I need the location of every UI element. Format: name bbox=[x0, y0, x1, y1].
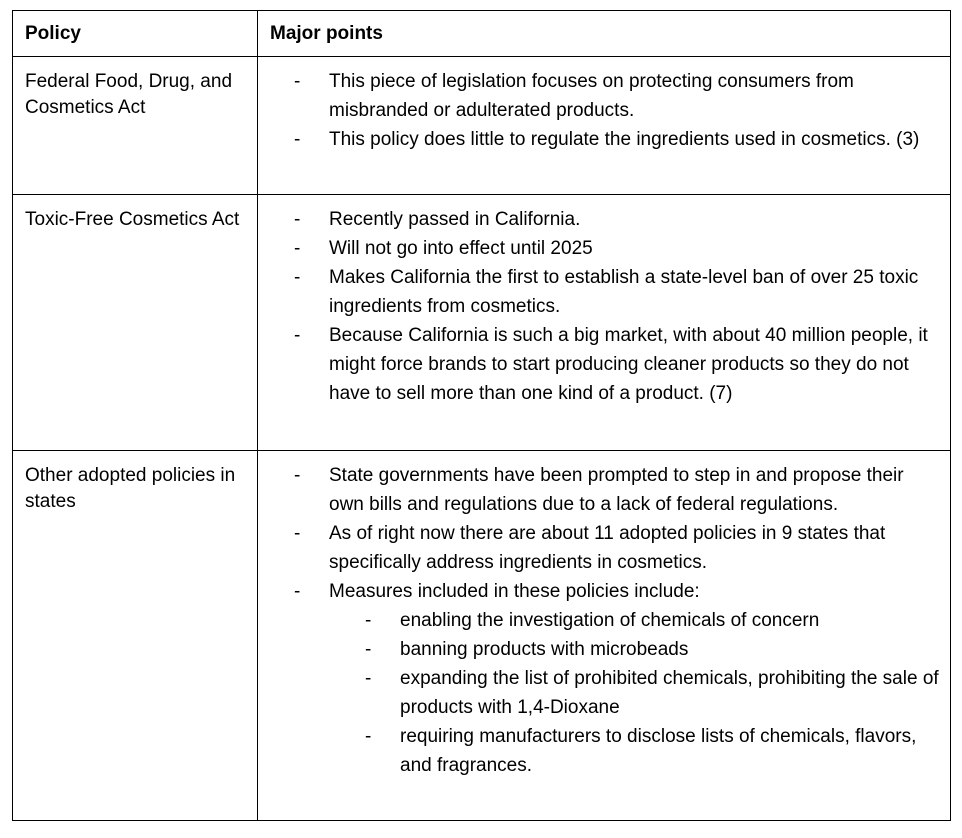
table-row bbox=[13, 57, 951, 195]
sub-point-text: banning products with microbeads bbox=[400, 639, 689, 660]
dash-bullet: - bbox=[294, 465, 301, 486]
point-text: This piece of legislation focuses on protecting consumers from misbranded or adulterated products. bbox=[329, 71, 854, 121]
sub-point-text: expanding the list of prohibited chemicals, prohibiting the sale of products with 1,4-Dioxane bbox=[400, 668, 939, 718]
policy-name: Federal Food, Drug, and Cosmetics Act bbox=[25, 71, 233, 118]
policy-cell bbox=[13, 451, 258, 821]
dash-bullet: - bbox=[294, 325, 301, 346]
list-item bbox=[258, 519, 942, 577]
list-item bbox=[258, 321, 942, 408]
policy-name: Toxic-Free Cosmetics Act bbox=[25, 209, 240, 230]
dash-bullet: - bbox=[294, 238, 301, 259]
points-cell bbox=[258, 57, 951, 195]
header-policy bbox=[13, 11, 258, 57]
dash-bullet: - bbox=[294, 267, 301, 288]
list-item bbox=[258, 205, 942, 234]
point-text: Because California is such a big market, with about 40 million people, it might force brands to start producing cleaner products so they do not have to sell more than one kind of a product. (7) bbox=[329, 325, 928, 404]
point-text: Makes California the first to establish a state-level ban of over 25 toxic ingredients from cosmetics. bbox=[329, 267, 919, 317]
point-text: State governments have been prompted to step in and propose their own bills and regulations due to a lack of federal regulations. bbox=[329, 465, 904, 515]
sub-points-list bbox=[329, 606, 942, 780]
dash-bullet: - bbox=[294, 129, 301, 150]
point-text: Measures included in these policies include: bbox=[329, 581, 700, 602]
list-item bbox=[258, 461, 942, 519]
dash-bullet: - bbox=[294, 523, 301, 544]
list-item bbox=[258, 234, 942, 263]
policy-table bbox=[12, 10, 951, 821]
sub-point-text: enabling the investigation of chemicals of concern bbox=[400, 610, 820, 631]
header-major-points bbox=[258, 11, 951, 57]
list-item bbox=[258, 67, 942, 125]
sub-list-item bbox=[329, 635, 942, 664]
dash-bullet: - bbox=[365, 639, 372, 660]
point-text: This policy does little to regulate the ingredients used in cosmetics. (3) bbox=[329, 129, 920, 150]
points-list bbox=[258, 67, 942, 154]
points-cell bbox=[258, 195, 951, 451]
dash-bullet: - bbox=[365, 668, 372, 689]
sub-point-text: requiring manufacturers to disclose lists of chemicals, flavors, and fragrances. bbox=[400, 726, 917, 776]
dash-bullet: - bbox=[365, 726, 372, 747]
table-header-row bbox=[13, 11, 951, 57]
list-item bbox=[258, 263, 942, 321]
list-item bbox=[258, 125, 942, 154]
dash-bullet: - bbox=[294, 71, 301, 92]
table-row bbox=[13, 451, 951, 821]
point-text: Recently passed in California. bbox=[329, 209, 581, 230]
policy-name: Other adopted policies in states bbox=[25, 465, 236, 512]
point-text: As of right now there are about 11 adopted policies in 9 states that specifically address ingredients in cosmetics. bbox=[329, 523, 886, 573]
header-policy-label: Policy bbox=[25, 23, 81, 44]
dash-bullet: - bbox=[365, 610, 372, 631]
points-cell bbox=[258, 451, 951, 821]
sub-list-item bbox=[329, 664, 942, 722]
sub-list-item bbox=[329, 606, 942, 635]
points-list bbox=[258, 461, 942, 780]
sub-list-item bbox=[329, 722, 942, 780]
table-row bbox=[13, 195, 951, 451]
header-major-points-label: Major points bbox=[270, 23, 383, 44]
points-list bbox=[258, 205, 942, 408]
point-text: Will not go into effect until 2025 bbox=[329, 238, 593, 259]
list-item bbox=[258, 577, 942, 780]
policy-cell bbox=[13, 195, 258, 451]
dash-bullet: - bbox=[294, 581, 301, 602]
dash-bullet: - bbox=[294, 209, 301, 230]
policy-cell bbox=[13, 57, 258, 195]
